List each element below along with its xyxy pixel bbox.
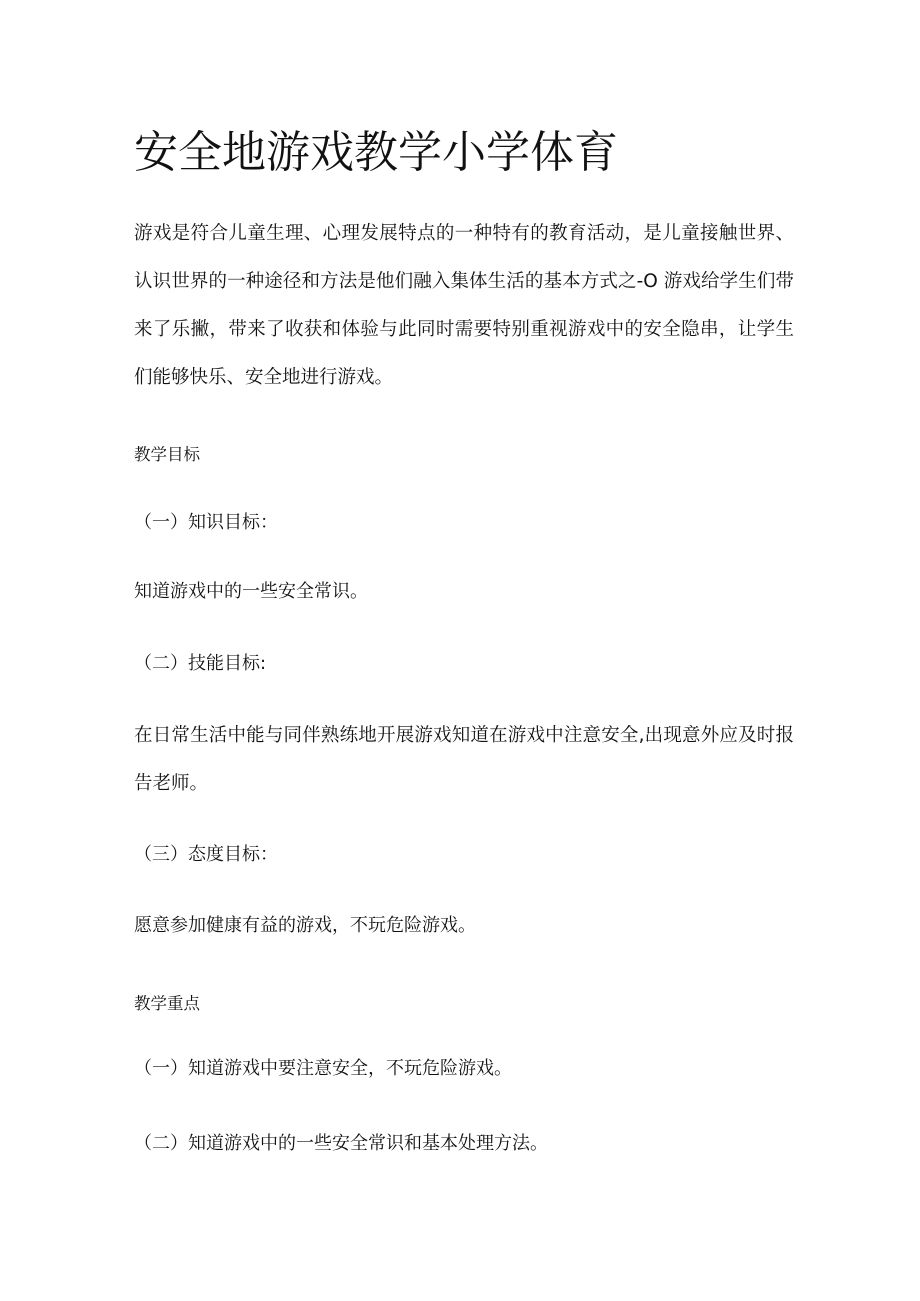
key-points-heading: 教学重点 <box>134 994 200 1013</box>
document-title: 安全地游戏教学小学体育 <box>134 127 618 178</box>
skill-goal-text: 在日常生活中能与同伴熟练地开展游戏知道在游戏中注意安全,出现意外应及时报告老师。 <box>134 725 794 794</box>
key-point-2: （二）知道游戏中的一些安全常识和基本处理方法。 <box>134 1133 548 1154</box>
goals-heading: 教学目标 <box>134 445 200 464</box>
knowledge-goal-heading: （一）知识目标： <box>134 512 278 533</box>
intro-paragraph: 游戏是符合儿童生理、心理发展特点的一种特有的教育活动，是儿童接触世界、认识世界的一种途径和方法是他们融入集体生活的基本方式之-O 游戏给学生们带来了乐撇，带来了收获和体验与此同时需要特别重视游戏中的安全隐串，让学生们能够快乐、安全地进行游戏。 <box>134 223 794 388</box>
skill-goal-heading: （二）技能目标: <box>134 653 267 674</box>
key-point-1: （一）知道游戏中要注意安全，不玩危险游戏。 <box>134 1058 512 1079</box>
knowledge-goal-text: 知道游戏中的一些安全常识。 <box>134 581 368 602</box>
attitude-goal-text: 愿意参加健康有益的游戏，不玩危险游戏。 <box>134 915 476 936</box>
attitude-goal-heading: （三）态度目标： <box>134 844 278 865</box>
